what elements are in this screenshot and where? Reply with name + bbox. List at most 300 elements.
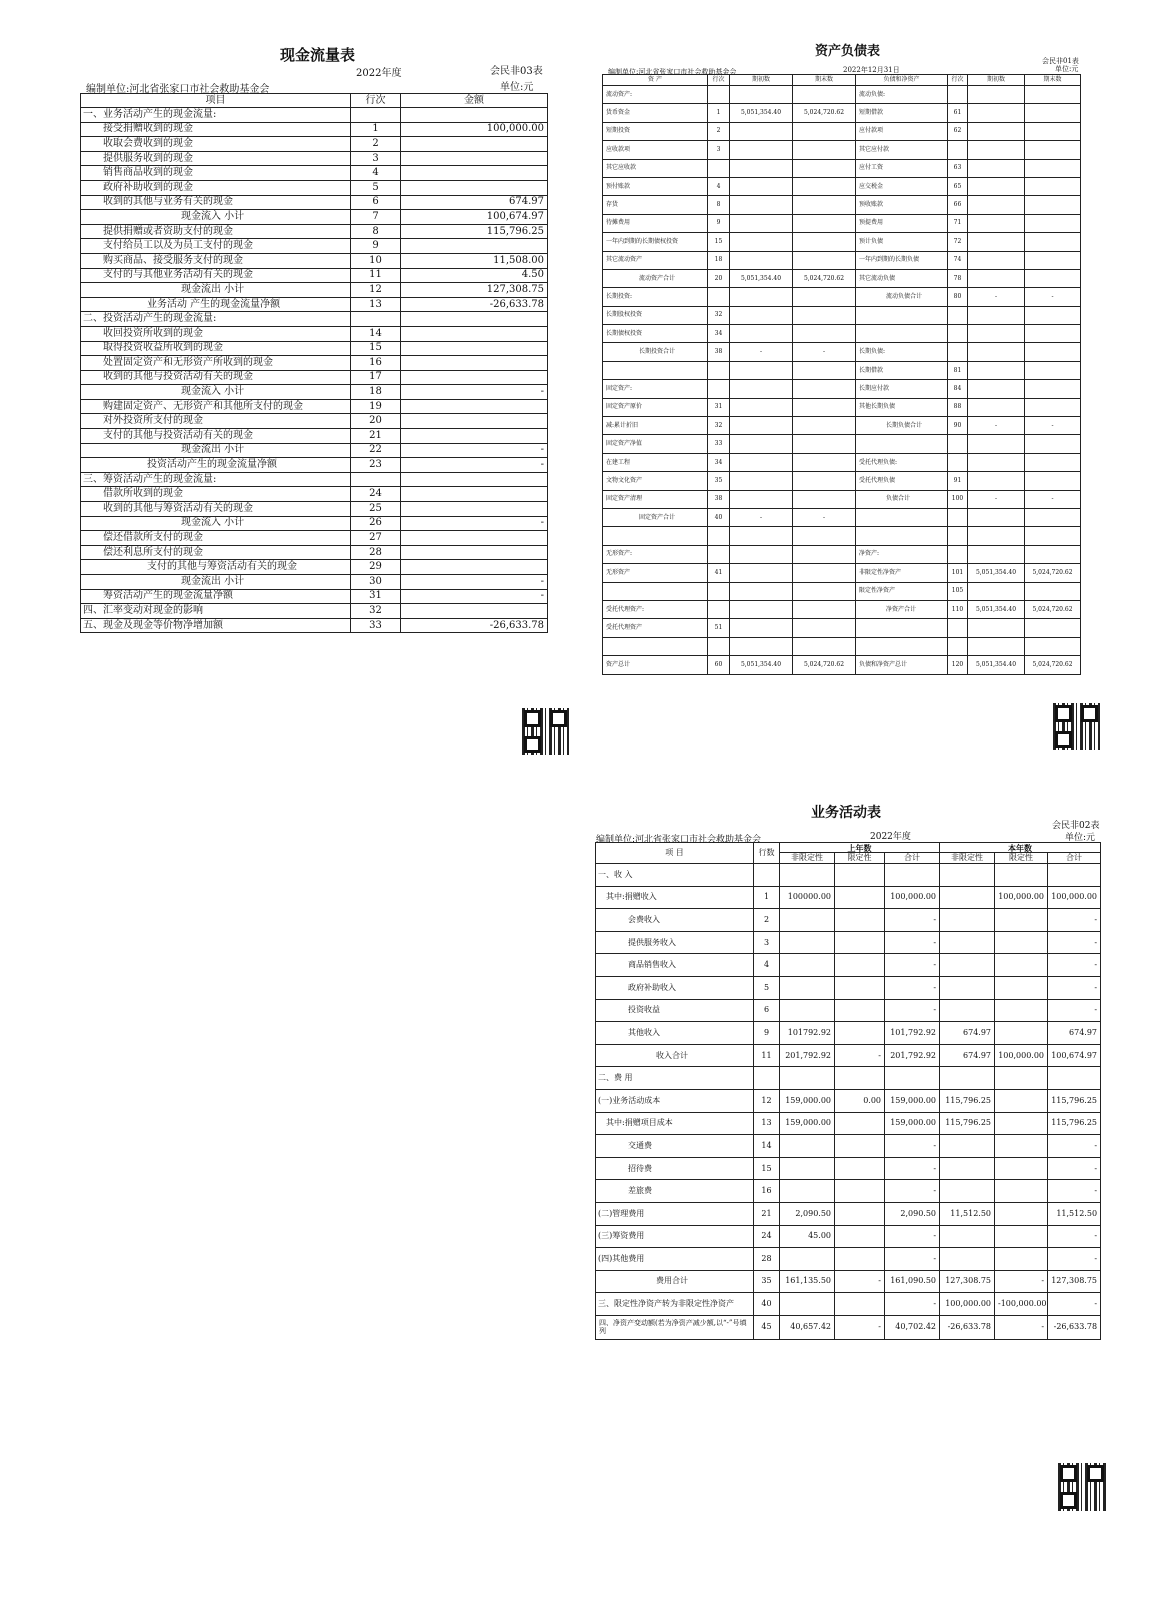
cashflow-item: 现金流出 小计: [81, 575, 351, 590]
balance-asset-end: 5,024,720.62: [793, 656, 856, 674]
table-row: [596, 886, 1101, 909]
balance-asset-line: [708, 582, 730, 600]
balance-asset-line: 4: [708, 177, 730, 195]
balance-asset-begin: [730, 398, 793, 416]
balance-liability-begin: [968, 214, 1025, 232]
balance-liability-end: 5,024,720.62: [1025, 564, 1081, 582]
balance-liability-begin: [968, 361, 1025, 379]
balance-liability-line: [948, 325, 968, 343]
cashflow-amount: [401, 180, 548, 195]
qr-code-icon: [1053, 703, 1100, 750]
balance-liability-line: [948, 86, 968, 104]
activity-prev-restricted: [835, 931, 885, 954]
balance-liability-end: [1025, 435, 1081, 453]
activity-line: 15: [754, 1157, 780, 1180]
activity-item: 其他收入: [596, 1022, 754, 1045]
activity-prev-unrestricted: 2,090.50: [780, 1202, 835, 1225]
balance-asset-item: 预付账款: [603, 177, 708, 195]
balance-liability-item: [856, 508, 948, 526]
cashflow-org: 编制单位:河北省张家口市社会救助基金会: [86, 84, 270, 95]
cashflow-header-item: 项目: [81, 94, 351, 108]
activity-curr-restricted: [995, 954, 1048, 977]
cashflow-item: 现金流出 小计: [81, 283, 351, 298]
cashflow-item: 购建固定资产、无形资产和其他所支付的现金: [81, 399, 351, 414]
table-row: [603, 527, 1081, 545]
balance-liability-line: 110: [948, 600, 968, 618]
cashflow-line: 6: [351, 195, 401, 210]
balance-asset-item: [603, 527, 708, 545]
cashflow-line: 22: [351, 443, 401, 458]
balance-liability-line: 100: [948, 490, 968, 508]
activity-form-code: 会民非02表: [1052, 821, 1100, 831]
activity-unit: 单位:元: [1065, 833, 1096, 843]
activity-item: (二)管理费用: [596, 1202, 754, 1225]
cashflow-amount: [401, 326, 548, 341]
balance-asset-end: [793, 472, 856, 490]
cashflow-line: 10: [351, 253, 401, 268]
activity-curr-total: 674.97: [1048, 1022, 1101, 1045]
activity-prev-total: -: [885, 909, 940, 932]
cashflow-line: [351, 108, 401, 123]
table-row: [596, 1112, 1101, 1135]
cashflow-line: 17: [351, 370, 401, 385]
balance-asset-end: [793, 251, 856, 269]
cashflow-line: 28: [351, 545, 401, 560]
activity-prev-restricted: 0.00: [835, 1089, 885, 1112]
table-row: [603, 619, 1081, 637]
cashflow-item: 政府补助收到的现金: [81, 180, 351, 195]
cashflow-amount: [401, 399, 548, 414]
balance-asset-end: [793, 380, 856, 398]
cashflow-item: 五、现金及现金等价物净增加额: [81, 618, 351, 633]
activity-prev-total: 201,792.92: [885, 1044, 940, 1067]
balance-liability-begin: [968, 582, 1025, 600]
balance-liability-end: [1025, 214, 1081, 232]
cashflow-amount: 674.97: [401, 195, 548, 210]
activity-line: 12: [754, 1089, 780, 1112]
table-row: [603, 637, 1081, 655]
table-row: [81, 385, 548, 400]
balance-asset-line: [708, 545, 730, 563]
balance-liability-item: 预提费用: [856, 214, 948, 232]
balance-liability-begin: [968, 398, 1025, 416]
balance-asset-begin: [730, 233, 793, 251]
balance-asset-item: 流动资产合计: [603, 269, 708, 287]
balance-liability-line: 71: [948, 214, 968, 232]
balance-liability-begin: [968, 619, 1025, 637]
cashflow-line: 1: [351, 122, 401, 137]
balance-liability-line: 62: [948, 122, 968, 140]
balance-asset-begin: -: [730, 343, 793, 361]
balance-header-line: 行次: [708, 75, 730, 86]
balance-liability-line: 78: [948, 269, 968, 287]
balance-asset-begin: [730, 361, 793, 379]
activity-prev-restricted: [835, 999, 885, 1022]
cashflow-line: 3: [351, 151, 401, 166]
table-row: [81, 166, 548, 181]
activity-prev-unrestricted: [780, 909, 835, 932]
balance-liability-begin: [968, 453, 1025, 471]
activity-prev-total: -: [885, 931, 940, 954]
table-row: [603, 325, 1081, 343]
activity-item: (四)其他费用: [596, 1248, 754, 1271]
balance-liability-begin: -: [968, 490, 1025, 508]
cashflow-item: 购买商品、接受服务支付的现金: [81, 253, 351, 268]
balance-liability-item: 其它应付款: [856, 141, 948, 159]
activity-curr-total: 100,674.97: [1048, 1044, 1101, 1067]
cashflow-amount: [401, 166, 548, 181]
cashflow-line: 16: [351, 356, 401, 371]
table-row: [603, 86, 1081, 104]
balance-liability-line: [948, 343, 968, 361]
activity-prev-unrestricted: [780, 931, 835, 954]
balance-liability-item: 长期负债合计: [856, 417, 948, 435]
balance-liability-begin: [968, 343, 1025, 361]
balance-liability-begin: [968, 251, 1025, 269]
activity-item: 一、收 入: [596, 864, 754, 887]
activity-curr-unrestricted: [940, 954, 995, 977]
table-row: [603, 545, 1081, 563]
balance-asset-item: 存货: [603, 196, 708, 214]
balance-liability-item: [856, 619, 948, 637]
activity-curr-restricted: -: [995, 1315, 1048, 1339]
table-row: [81, 604, 548, 619]
activity-prev-total: [885, 864, 940, 887]
table-row: [603, 196, 1081, 214]
balance-asset-begin: [730, 214, 793, 232]
balance-asset-line: 51: [708, 619, 730, 637]
activity-item: (三)筹资费用: [596, 1225, 754, 1248]
balance-liability-item: 限定性净资产: [856, 582, 948, 600]
activity-prev-unrestricted: 40,657.42: [780, 1315, 835, 1339]
balance-liability-begin: [968, 122, 1025, 140]
balance-asset-line: [708, 527, 730, 545]
balance-asset-end: [793, 86, 856, 104]
balance-asset-begin: [730, 637, 793, 655]
cashflow-line: 32: [351, 604, 401, 619]
cashflow-item: 借款所收到的现金: [81, 487, 351, 502]
balance-liability-begin: [968, 233, 1025, 251]
balance-asset-end: 5,024,720.62: [793, 269, 856, 287]
table-row: [603, 398, 1081, 416]
balance-asset-line: 38: [708, 490, 730, 508]
balance-liability-item: 应交税金: [856, 177, 948, 195]
balance-asset-begin: [730, 619, 793, 637]
activity-line: 16: [754, 1180, 780, 1203]
cashflow-line: 4: [351, 166, 401, 181]
balance-liability-line: [948, 545, 968, 563]
activity-prev-restricted: -: [835, 1270, 885, 1293]
cashflow-year: 2022年度: [356, 68, 402, 79]
activity-prev-unrestricted: [780, 1248, 835, 1271]
activity-prev-unrestricted: 161,135.50: [780, 1270, 835, 1293]
table-row: [81, 443, 548, 458]
balance-liability-end: [1025, 306, 1081, 324]
cashflow-item: 现金流入 小计: [81, 385, 351, 400]
table-row: [603, 343, 1081, 361]
table-row: [81, 399, 548, 414]
activity-table: [595, 842, 1101, 1340]
balance-liability-line: 120: [948, 656, 968, 674]
activity-item: 交通费: [596, 1135, 754, 1158]
cashflow-item: 三、筹资活动产生的现金流量:: [81, 472, 351, 487]
balance-asset-end: [793, 361, 856, 379]
balance-asset-item: [603, 361, 708, 379]
cashflow-item: 收回投资所收到的现金: [81, 326, 351, 341]
balance-liability-begin: -: [968, 288, 1025, 306]
balance-liability-item: 负债和净资产总计: [856, 656, 948, 674]
balance-asset-begin: 5,051,354.40: [730, 656, 793, 674]
balance-asset-item: 货币资金: [603, 104, 708, 122]
cashflow-item: 偿还借款所支付的现金: [81, 531, 351, 546]
balance-asset-line: 3: [708, 141, 730, 159]
table-row: [603, 122, 1081, 140]
balance-asset-end: [793, 564, 856, 582]
table-row: [81, 560, 548, 575]
balance-asset-begin: [730, 600, 793, 618]
activity-prev-total: 159,000.00: [885, 1089, 940, 1112]
activity-prev-restricted: -: [835, 1044, 885, 1067]
cashflow-item: 四、汇率变动对现金的影响: [81, 604, 351, 619]
cashflow-item: 现金流出 小计: [81, 443, 351, 458]
activity-sub-header: 合计: [885, 853, 940, 864]
cashflow-item: 收取会费收到的现金: [81, 137, 351, 152]
activity-line: 13: [754, 1112, 780, 1135]
cashflow-header-line: 行次: [351, 94, 401, 108]
activity-sub-header: 合计: [1048, 853, 1101, 864]
table-row: [81, 122, 548, 137]
balance-asset-end: [793, 582, 856, 600]
activity-curr-restricted: [995, 1089, 1048, 1112]
table-row: [81, 545, 548, 560]
table-row: [603, 269, 1081, 287]
activity-curr-unrestricted: [940, 931, 995, 954]
balance-liability-begin: [968, 380, 1025, 398]
table-row: [596, 1225, 1101, 1248]
balance-asset-end: [793, 600, 856, 618]
balance-unit: 单位:元: [1055, 65, 1079, 73]
balance-asset-begin: [730, 527, 793, 545]
activity-curr-total: [1048, 864, 1101, 887]
balance-liability-end: [1025, 582, 1081, 600]
activity-year: 2022年度: [870, 832, 911, 842]
activity-curr-restricted: [995, 1180, 1048, 1203]
activity-curr-total: -: [1048, 954, 1101, 977]
balance-asset-item: 受托代理资产: [603, 619, 708, 637]
table-row: [603, 508, 1081, 526]
balance-asset-begin: [730, 435, 793, 453]
activity-prev-total: -: [885, 1180, 940, 1203]
activity-prev-total: 2,090.50: [885, 1202, 940, 1225]
cashflow-item: 一、业务活动产生的现金流量:: [81, 108, 351, 123]
activity-curr-restricted: [995, 1022, 1048, 1045]
activity-prev-unrestricted: [780, 954, 835, 977]
table-row: [81, 151, 548, 166]
balance-date: 2022年12月31日: [843, 66, 900, 74]
balance-asset-line: 32: [708, 306, 730, 324]
balance-asset-line: 32: [708, 417, 730, 435]
cashflow-item: 现金流入 小计: [81, 210, 351, 225]
balance-asset-item: 固定资产清理: [603, 490, 708, 508]
balance-asset-item: 应收款项: [603, 141, 708, 159]
activity-line: 1: [754, 886, 780, 909]
balance-asset-line: 41: [708, 564, 730, 582]
activity-prev-total: -: [885, 999, 940, 1022]
balance-liability-item: 受托代理负债: [856, 472, 948, 490]
balance-liability-begin: [968, 104, 1025, 122]
balance-header-begin2: 期初数: [968, 75, 1025, 86]
cashflow-item: 提供捐赠或者资助支付的现金: [81, 224, 351, 239]
balance-liability-line: [948, 141, 968, 159]
activity-item: 四、净资产变动额(若为净资产减少额,以“-”号填列: [596, 1315, 754, 1339]
table-row: [81, 210, 548, 225]
table-row: [81, 268, 548, 283]
balance-liability-item: 长期借款: [856, 361, 948, 379]
activity-curr-unrestricted: [940, 1248, 995, 1271]
activity-curr-total: -: [1048, 1157, 1101, 1180]
balance-liability-item: 负债合计: [856, 490, 948, 508]
balance-asset-line: [708, 361, 730, 379]
activity-prev-unrestricted: [780, 1067, 835, 1090]
activity-prev-unrestricted: [780, 999, 835, 1022]
activity-curr-unrestricted: [940, 864, 995, 887]
balance-liability-item: 长期应付款: [856, 380, 948, 398]
cashflow-amount: 127,308.75: [401, 283, 548, 298]
balance-liability-item: 其他长期负债: [856, 398, 948, 416]
cashflow-line: 24: [351, 487, 401, 502]
balance-asset-item: 受托代理资产:: [603, 600, 708, 618]
cashflow-amount: [401, 312, 548, 327]
balance-liability-begin: [968, 508, 1025, 526]
balance-asset-line: 35: [708, 472, 730, 490]
balance-asset-line: 1: [708, 104, 730, 122]
balance-liability-begin: [968, 325, 1025, 343]
activity-prev-restricted: [835, 1248, 885, 1271]
balance-asset-item: 固定资产原价: [603, 398, 708, 416]
cashflow-header-amount: 金额: [401, 94, 548, 108]
cashflow-line: 15: [351, 341, 401, 356]
qr-code-icon: [522, 708, 569, 755]
balance-header-end: 期末数: [793, 75, 856, 86]
balance-liability-end: [1025, 619, 1081, 637]
activity-curr-restricted: [995, 1112, 1048, 1135]
balance-asset-begin: [730, 122, 793, 140]
activity-item: 收入合计: [596, 1044, 754, 1067]
activity-line: 24: [754, 1225, 780, 1248]
activity-prev-restricted: [835, 1112, 885, 1135]
activity-prev-restricted: [835, 1135, 885, 1158]
cashflow-amount: -26,633.78: [401, 297, 548, 312]
table-row: [81, 356, 548, 371]
balance-asset-line: 60: [708, 656, 730, 674]
balance-asset-item: 减:累计折旧: [603, 417, 708, 435]
table-row: [596, 931, 1101, 954]
table-row: [81, 516, 548, 531]
activity-curr-restricted: [995, 1067, 1048, 1090]
balance-liability-end: [1025, 508, 1081, 526]
balance-liability-line: 72: [948, 233, 968, 251]
activity-curr-total: -: [1048, 1248, 1101, 1271]
activity-curr-unrestricted: [940, 976, 995, 999]
cashflow-amount: [401, 487, 548, 502]
activity-curr-total: -: [1048, 999, 1101, 1022]
cashflow-amount: [401, 429, 548, 444]
activity-curr-total: -: [1048, 976, 1101, 999]
activity-curr-restricted: -: [995, 1270, 1048, 1293]
balance-asset-end: [793, 196, 856, 214]
balance-liability-line: [948, 435, 968, 453]
balance-asset-line: 38: [708, 343, 730, 361]
cashflow-item: 处置固定资产和无形资产所收到的现金: [81, 356, 351, 371]
activity-sub-header: 非限定性: [940, 853, 995, 864]
balance-asset-begin: 5,051,354.40: [730, 269, 793, 287]
balance-asset-begin: [730, 251, 793, 269]
table-row: [596, 909, 1101, 932]
table-row: [81, 137, 548, 152]
cashflow-amount: 4.50: [401, 268, 548, 283]
activity-prev-restricted: [835, 1022, 885, 1045]
activity-curr-total: -: [1048, 1180, 1101, 1203]
cashflow-item: 现金流入 小计: [81, 516, 351, 531]
activity-prev-total: -: [885, 1157, 940, 1180]
balance-liability-end: [1025, 269, 1081, 287]
balance-asset-end: [793, 637, 856, 655]
balance-liability-end: [1025, 86, 1081, 104]
balance-asset-line: 33: [708, 435, 730, 453]
balance-asset-line: 40: [708, 508, 730, 526]
qr-code-icon: [1058, 1463, 1106, 1511]
activity-prev-unrestricted: 45.00: [780, 1225, 835, 1248]
cashflow-item: 收到的其他与筹资活动有关的现金: [81, 502, 351, 517]
table-row: [81, 502, 548, 517]
table-row: [596, 1315, 1101, 1339]
balance-liability-line: 65: [948, 177, 968, 195]
balance-liability-item: 流动负债:: [856, 86, 948, 104]
activity-curr-restricted: -100,000.00: [995, 1293, 1048, 1316]
balance-asset-end: [793, 306, 856, 324]
balance-liability-end: [1025, 545, 1081, 563]
activity-curr-unrestricted: [940, 1135, 995, 1158]
table-row: [603, 490, 1081, 508]
balance-liability-line: 105: [948, 582, 968, 600]
balance-asset-end: [793, 122, 856, 140]
cashflow-item: 收到的其他与业务有关的现金: [81, 195, 351, 210]
cashflow-title: 现金流量表: [280, 46, 356, 64]
activity-sub-header: 限定性: [995, 853, 1048, 864]
activity-prev-restricted: [835, 909, 885, 932]
cashflow-item: 支付的与其他业务活动有关的现金: [81, 268, 351, 283]
balance-liability-begin: [968, 159, 1025, 177]
activity-line: 21: [754, 1202, 780, 1225]
activity-prev-restricted: [835, 1067, 885, 1090]
activity-item: 政府补助收入: [596, 976, 754, 999]
balance-asset-begin: [730, 417, 793, 435]
activity-prev-unrestricted: [780, 864, 835, 887]
cashflow-amount: -: [401, 589, 548, 604]
cashflow-item: 二、投资活动产生的现金流量:: [81, 312, 351, 327]
cashflow-item: 投资活动产生的现金流量净额: [81, 458, 351, 473]
balance-liability-end: [1025, 398, 1081, 416]
balance-header-liabilities: 负债和净资产: [856, 75, 948, 86]
balance-asset-begin: [730, 490, 793, 508]
table-row: [603, 582, 1081, 600]
activity-line: 14: [754, 1135, 780, 1158]
balance-asset-item: 固定资产净值: [603, 435, 708, 453]
balance-liability-end: 5,024,720.62: [1025, 600, 1081, 618]
cashflow-line: 5: [351, 180, 401, 195]
activity-prev-total: 161,090.50: [885, 1270, 940, 1293]
balance-header-assets: 资 产: [603, 75, 708, 86]
